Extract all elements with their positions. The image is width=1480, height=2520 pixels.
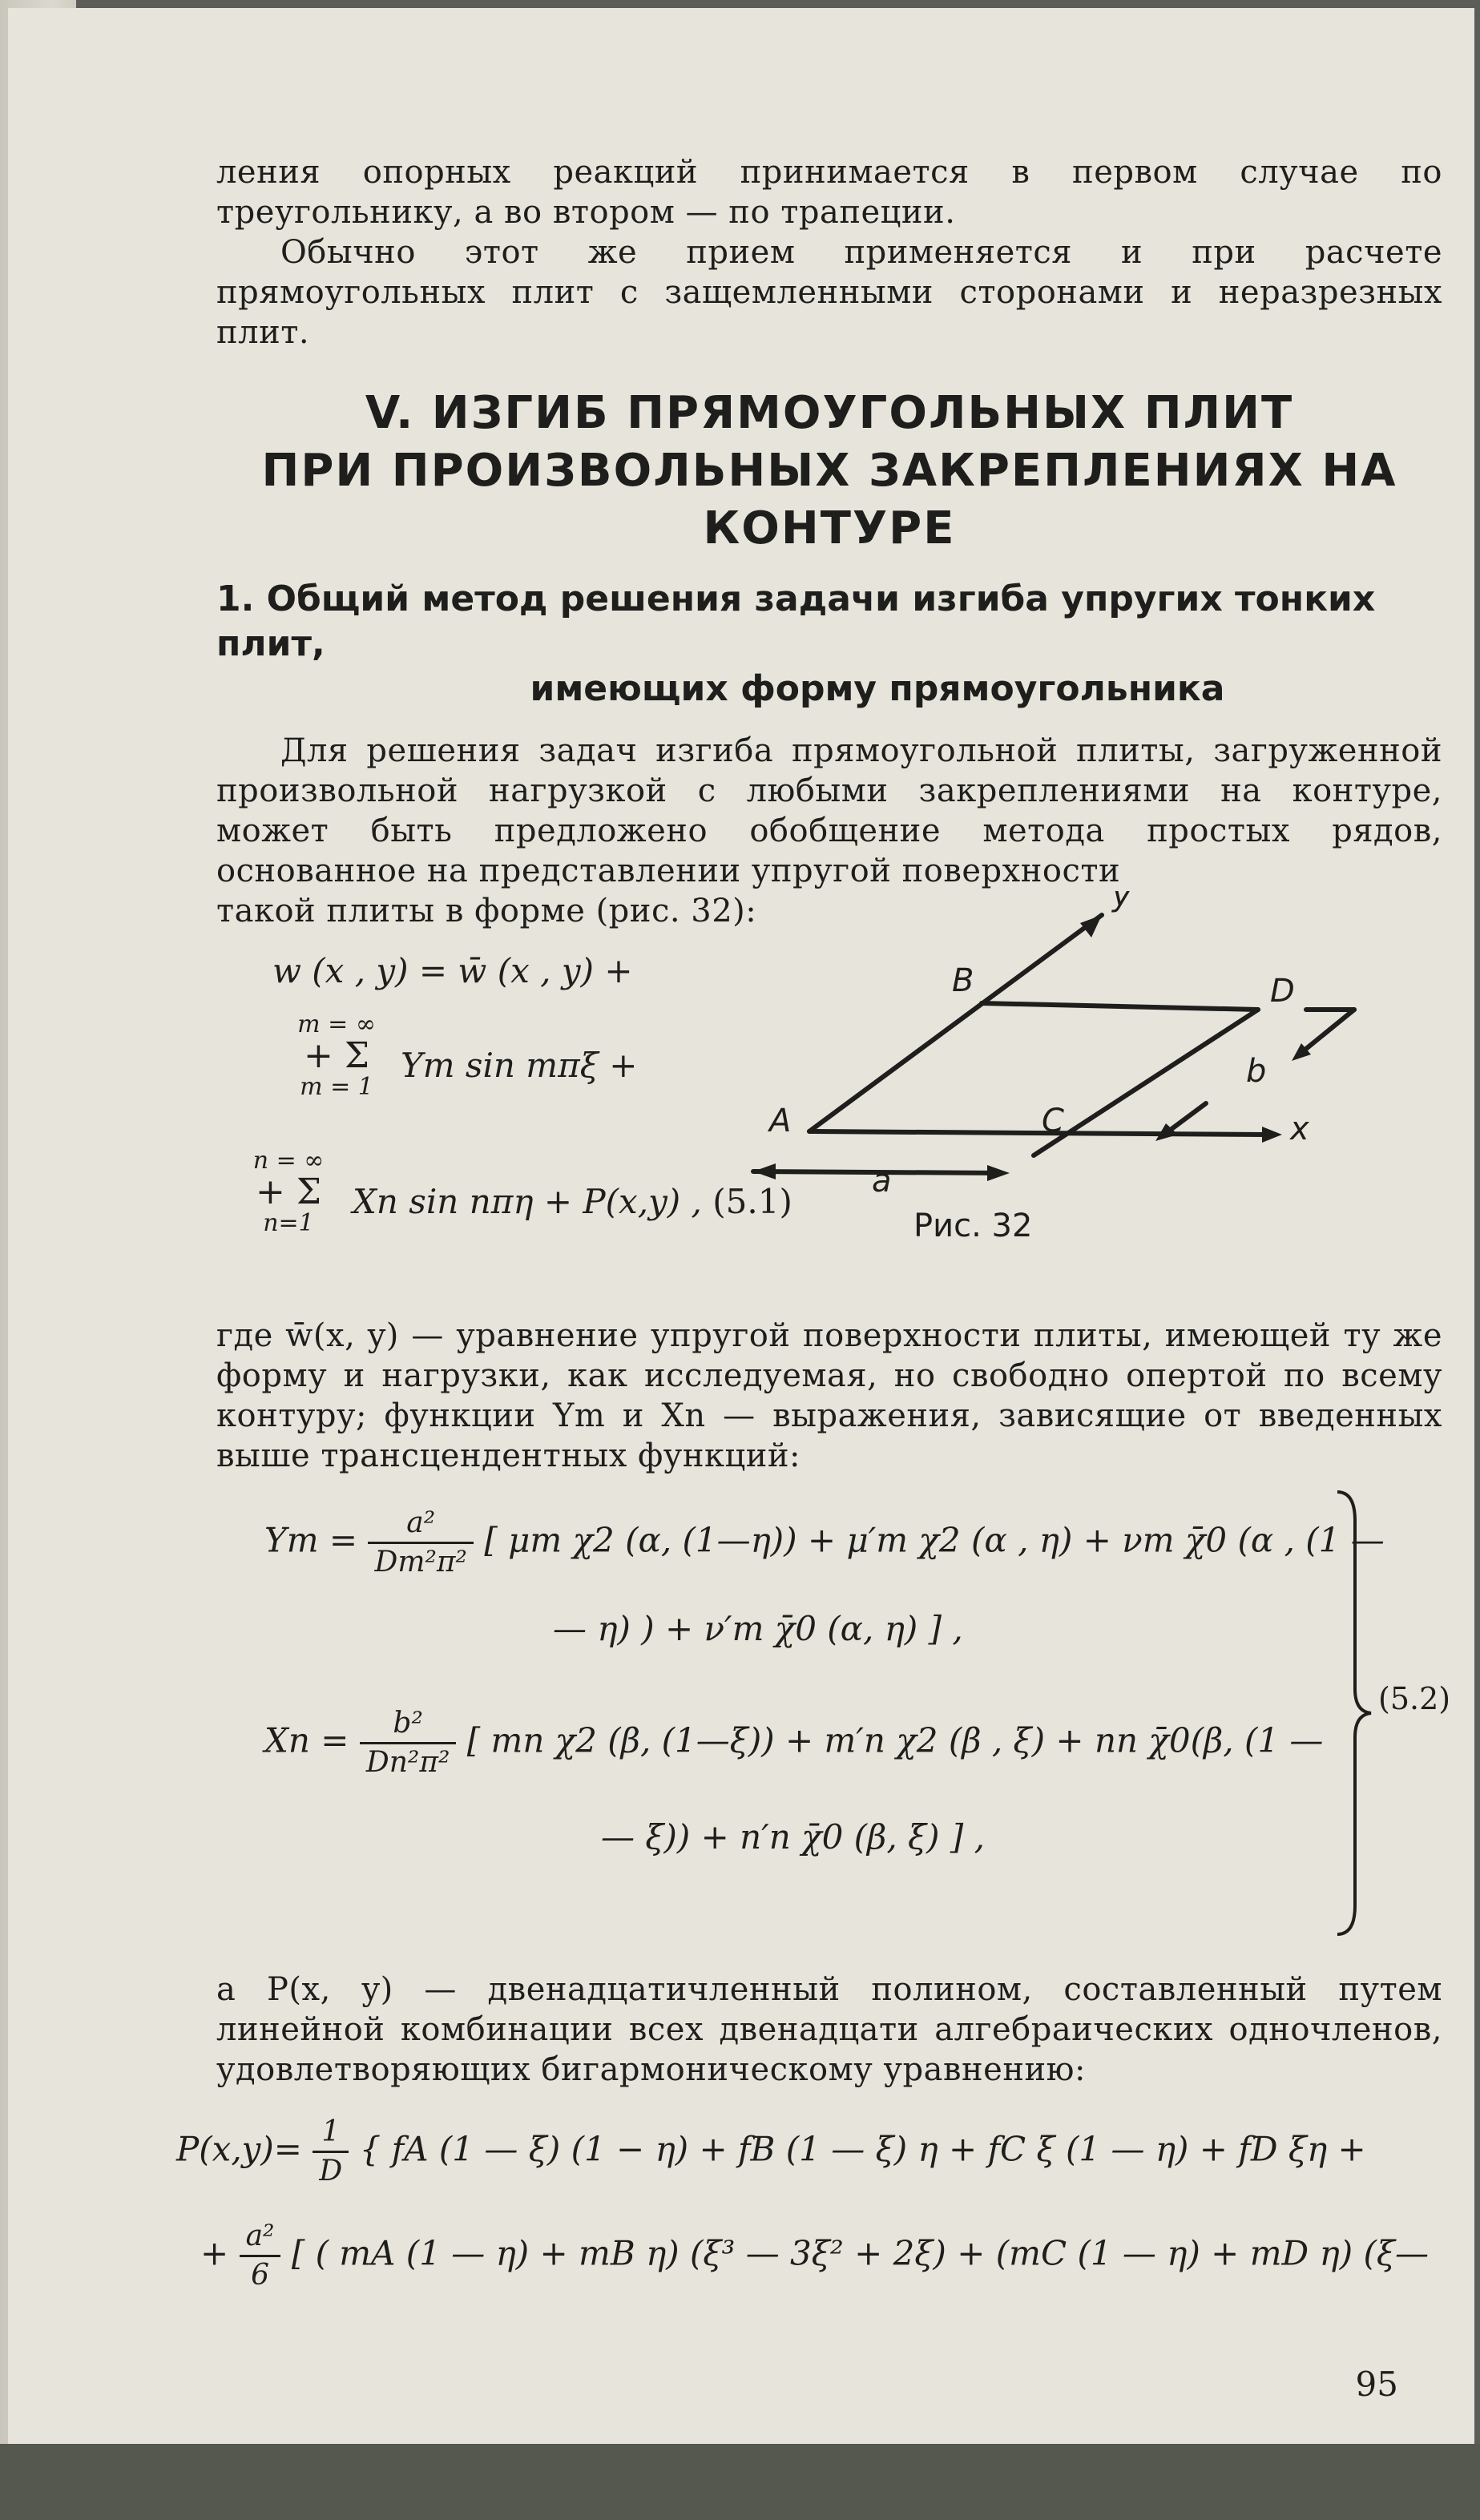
label-y: y [1112,891,1131,913]
a-dimension-arrowhead-right [987,1165,1010,1181]
right-curly-brace [1334,1489,1374,1937]
polynomial-lhs: P(x,y)= [176,2129,302,2169]
figure-caption: Рис. 32 [913,1208,1033,1244]
y-axis-line [809,915,1102,1131]
formula-ym-line-2: — η) ) + ν′m χ̄0 (α, η) ] , [553,1609,963,1648]
paragraph-definitions: где w̄(x, y) — уравнение упругой поверхности плиты, имеющей ту же форму и нагрузки, как исследуемая, но свободно опертой по всему контуру; функции Ym и Xn — выражения, зависящие от введенных выше трансцендентных функций: [216,1317,1442,1474]
x-axis-line [809,1131,1266,1135]
polynomial-fraction [313,2114,349,2190]
sum-2-sigma [240,1171,337,1212]
formula-5-2 [216,1489,1451,1937]
polynomial-fraction-denominator: D [319,2155,343,2187]
formula-polynomial [176,2106,1442,2314]
page-number: 95 [1355,2365,1398,2404]
equation-number-5-1: (5.1) [712,1182,792,1221]
paragraph-continued: ления опорных реакций принимается в первом случае по треугольнику, а во втором — по трапеции. [216,154,1442,231]
page-content [176,152,1451,2314]
polynomial-fraction-numerator: 1 [313,2114,349,2153]
chapter-title [216,385,1442,558]
equation-number-5-2: (5.2) [1378,1681,1451,1716]
chapter-title-line-1: V. ИЗГИБ ПРЯМОУГОЛЬНЫХ ПЛИТ [365,387,1294,439]
figure-32 [745,891,1418,1268]
formula-xn-line-1 [264,1705,1323,1781]
section-mark-arrow-shaft [1298,1010,1354,1055]
sum-1-lower-limit: m = 1 [300,1073,373,1101]
formula-5-1 [252,947,792,1268]
ym-lhs: Ym = [264,1520,358,1560]
ym-fraction-denominator: Dm²π² [374,1546,467,1579]
chapter-title-line-2: ПРИ ПРОИЗВОЛЬНЫХ ЗАКРЕПЛЕНИЯХ НА КОНТУРЕ [261,445,1397,554]
paragraph-method: Для решения задач изгиба прямоугольной плиты, загруженной произвольной нагрузкой с любыми закреплениями на контуре, может быть предложено обобщение метода простых рядов, основанное на представлении упругой поверхности [216,732,1442,889]
polynomial-expression-line-1: { fA (1 — ξ) (1 − η) + fB (1 — ξ) η + fC ξ (1 — η) + fD ξη + [359,2129,1366,2169]
xn-fraction-numerator: b² [360,1705,457,1744]
formula-5-1-line-3-term: Xn sin nπη + P(x,y) , [353,1182,702,1221]
xn-fraction [360,1705,457,1781]
formula-5-1-sum-1 [288,1011,385,1101]
sum-1-plus: + [304,1035,333,1076]
sum-2-upper-limit: n = ∞ [252,1147,325,1175]
label-a-dimension: a [872,1163,892,1200]
ym-fraction [368,1505,474,1581]
paragraph-polynomial: а P(x, y) — двенадцатичленный полином, составленный путем линейной комбинации всех двенадцати алгебраических одночленов, удовлетворяющих бигармоническому уравнению: [216,1971,1442,2088]
paragraph-plates: Обычно этот же прием применяется и при расчете прямоугольных плит с защемленными сторонами и неразрезных плит. [216,234,1442,351]
label-x: x [1290,1111,1309,1147]
label-d-point: D [1270,973,1295,1010]
sum-2-sigma-sign: Σ [296,1171,321,1212]
ym-fraction-numerator: a² [368,1505,474,1544]
xn-expression-line-1: [ mn χ2 (β, (1—ξ)) + m′n χ2 (β , ξ) + nn χ̄0(β, (1 — [466,1720,1324,1760]
a-dimension-arrowhead-left [753,1163,776,1179]
section-title [216,577,1442,712]
sum-1-upper-limit: m = ∞ [297,1010,376,1038]
plate-diagram [745,891,1418,1204]
book-page [8,8,1474,2500]
formula-ym-line-1 [264,1505,1385,1581]
label-c-point: C [1042,1103,1064,1139]
formula-5-1-line-3 [353,1178,792,1226]
section-title-line-2: имеющих форму прямоугольника [530,668,1225,709]
xn-lhs: Xn = [264,1720,349,1760]
sum-2-plus: + [256,1171,285,1212]
xn-fraction-denominator: Dn²π² [365,1746,450,1779]
polynomial-fraction-2-denominator: 6 [251,2259,269,2292]
polynomial-line-1 [176,2114,1366,2190]
polynomial-fraction-2-numerator: a² [240,2218,281,2257]
formula-5-1-line-2: Ym sin mπξ + [401,1046,638,1085]
sum-1-sigma [288,1035,385,1076]
formula-5-1-sum-2 [240,1147,337,1237]
edge-bd [982,1003,1258,1010]
label-b-point: B [952,962,974,999]
polynomial-expression-line-2: [ ( mA (1 — η) + mB η) (ξ³ — 3ξ² + 2ξ) + (mC (1 — η) + mD η) (ξ— [291,2233,1429,2273]
polynomial-line-2 [200,2218,1429,2294]
polynomial-fraction-2 [240,2218,281,2294]
sum-2-lower-limit: n=1 [263,1209,314,1237]
formula-xn-line-2: — ξ)) + n′n χ̄0 (β, ξ) ] , [601,1817,985,1857]
label-b-dimension: b [1246,1053,1267,1090]
y-axis-arrowhead [1080,915,1102,937]
label-a-point: A [769,1103,792,1139]
sum-1-sigma-sign: Σ [344,1035,369,1076]
ym-expression-line-1: [ μm χ2 (α, (1—η)) + μ′m χ2 (α , η) + νm χ̄0 (α , (1 — [484,1520,1385,1560]
formula-5-1-line-1: w (x , y) = w̄ (x , y) + [272,951,633,990]
paragraph-method-tail: такой плиты в форме (рис. 32): [216,893,757,929]
background-surface [0,2444,1480,2520]
section-title-line-1: 1. Общий метод решения задачи изгиба упругих тонких плит, [216,579,1376,664]
polynomial-line-2-prefix: + [200,2233,229,2273]
x-axis-arrowhead [1262,1127,1282,1143]
formula-block-5-1 [216,891,1442,1268]
